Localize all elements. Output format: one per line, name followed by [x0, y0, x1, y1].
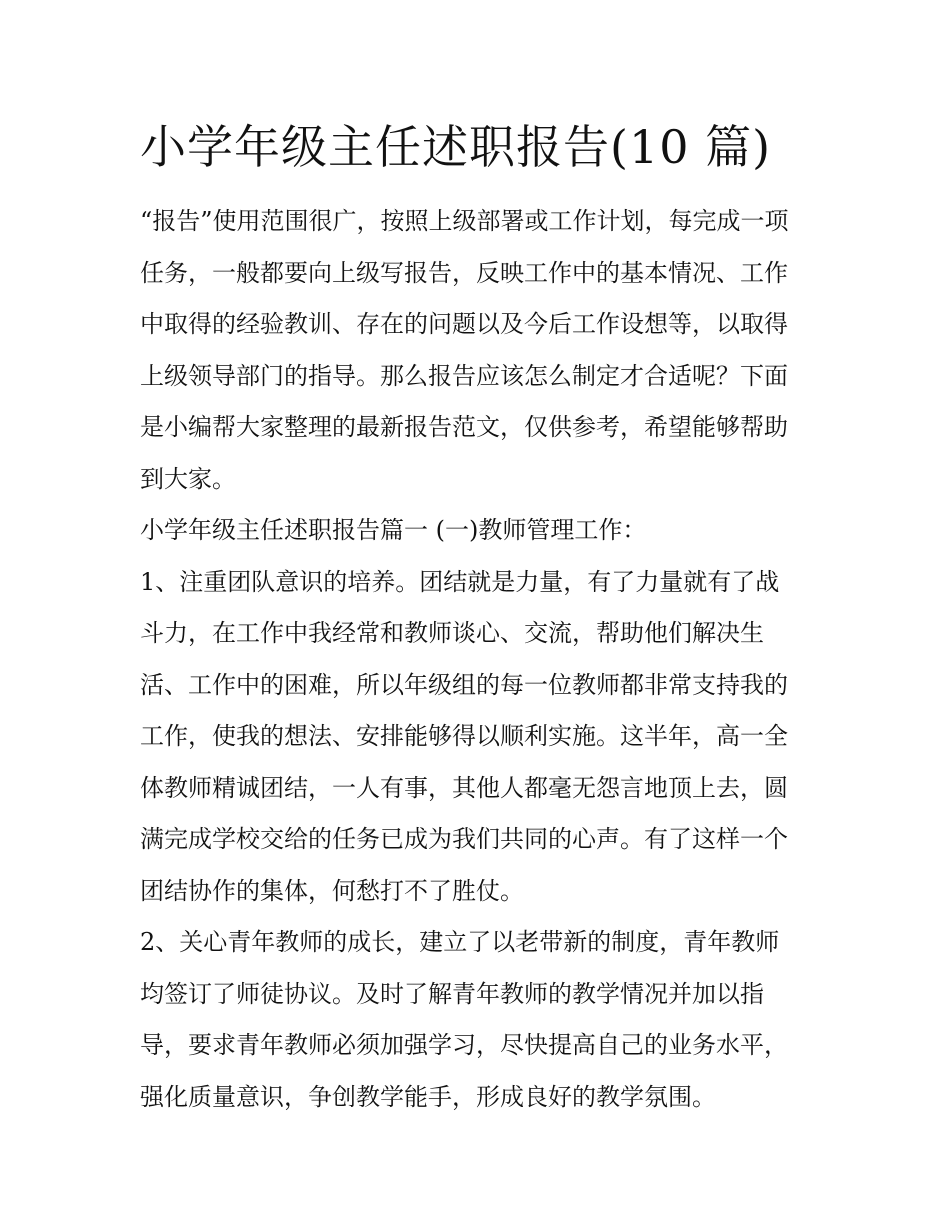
item-1-line: 斗力，在工作中我经常和教师谈心、交流，帮助他们解决生: [140, 619, 764, 647]
item-1-line: 1、注重团队意识的培养。团结就是力量，有了力量就有了战: [140, 567, 780, 596]
item-1-paragraph: [140, 557, 820, 918]
item-2-paragraph: [140, 917, 820, 1123]
intro-paragraph: [140, 196, 820, 505]
intro-line: 是小编帮大家整理的最新报告范文，仅供参考，希望能够帮助: [140, 413, 788, 441]
item-1-line: 活、工作中的困难，所以年级组的每一位教师都非常支持我的: [140, 670, 788, 699]
intro-line: 上级领导部门的指导。那么报告应该怎么制定才合适呢？下面: [140, 361, 788, 390]
item-1-line: 满完成学校交给的任务已成为我们共同的心声。有了这样一个: [140, 825, 788, 853]
intro-line: 任务，一般都要向上级写报告，反映工作中的基本情况、工作: [140, 258, 788, 287]
item-2-line: 强化质量意识，争创教学能手，形成良好的教学氛围。: [140, 1082, 716, 1111]
item-2-line: 2、关心青年教师的成长，建立了以老带新的制度，青年教师: [140, 928, 780, 956]
document-body: [140, 112, 820, 1123]
item-1-line: 体教师精诚团结，一人有事，其他人都毫无怨言地顶上去，圆: [140, 773, 788, 802]
intro-line: 到大家。: [140, 464, 236, 493]
item-2-line: 均签订了师徒协议。及时了解青年教师的教学情况并加以指: [140, 979, 764, 1008]
section-heading-text: 小学年级主任述职报告篇一 (一)教师管理工作：: [140, 516, 647, 544]
document-title: 小学年级主任述职报告(10 篇): [140, 120, 772, 174]
intro-line: 中取得的经验教训、存在的问题以及今后工作设想等，以取得: [140, 310, 788, 338]
intro-line: “报告”使用范围很广，按照上级部署或工作计划，每完成一项: [140, 207, 789, 235]
section-heading: [140, 505, 820, 557]
item-1-line: 团结协作的集体，何愁打不了胜仗。: [140, 876, 524, 905]
item-2-line: 导，要求青年教师必须加强学习，尽快提高自己的业务水平，: [140, 1031, 788, 1059]
item-1-line: 工作，使我的想法、安排能够得以顺利实施。这半年，高一全: [140, 722, 788, 750]
